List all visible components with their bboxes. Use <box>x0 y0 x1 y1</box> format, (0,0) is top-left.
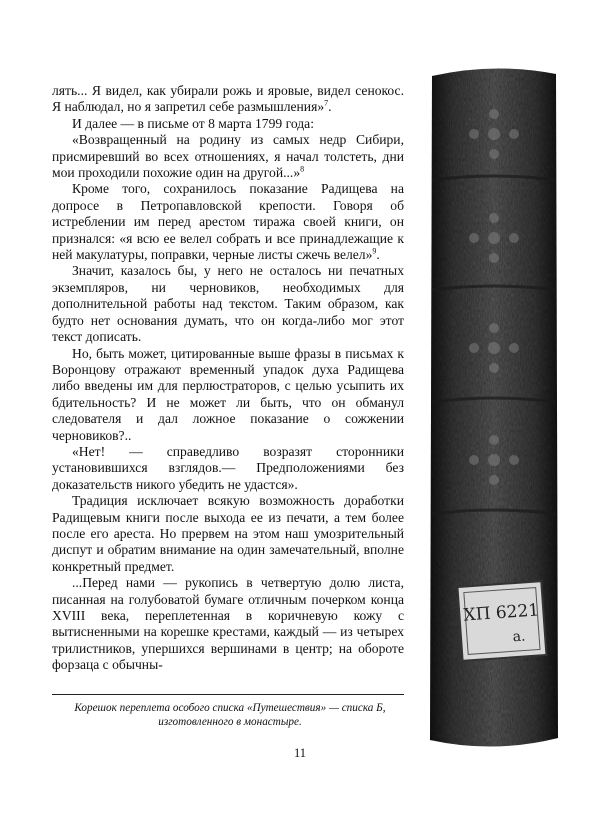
main-text <box>52 83 404 674</box>
paragraph-text: Но, быть может, цитированные выше фразы в письмах к Воронцову отражают временный упадок духа Радищева либо введены им для перлюстраторов, с целью усыпить их бдительность? И не может ли быть, что он обманул следователя и дал ложное показание о сожжении черновиков?.. <box>52 345 404 443</box>
paragraph <box>52 346 404 444</box>
paragraph <box>52 83 404 116</box>
paragraph <box>52 575 404 673</box>
paragraph <box>52 444 404 493</box>
shelf-label-code: ХП 6221 <box>462 600 540 626</box>
paragraph <box>52 116 404 132</box>
book-spine-photo <box>426 62 562 754</box>
footnote-ref: 9 <box>372 246 377 256</box>
paragraph <box>52 132 404 181</box>
paragraph-text: лять... Я видел, как убирали рожь и яровые, видел сенокос. Я наблюдал, но я запретил себе размышления» <box>52 83 404 115</box>
paragraph-text: «Возвращенный на родину из самых недр Сибири, присмиревший во всех отношениях, я начал толстеть, дни мои проходили похожие один на другой...» <box>52 132 404 181</box>
paragraph <box>52 181 404 263</box>
caption-divider <box>52 694 404 695</box>
paragraph <box>52 493 404 575</box>
paragraph-text: И далее — в письме от 8 марта 1799 года: <box>72 115 314 131</box>
paragraph-text: Кроме того, сохранилось показание Радищева на допросе в Петропавловской крепости. Говоря об истреблении им перед арестом тиража своей книги, он признался: «я всю ее велел собрать и все принадлежащие к ней макулатуры, поправки, черные листы сжечь велел» <box>52 181 404 263</box>
paragraph <box>52 263 404 345</box>
paragraph-text: Значит, казалось бы, у него не осталось ни печатных экземпляров, ни черновиков, необходимых для дополнительной работы над текстом. Таким образом, как будто нет основания думать, что он когда-либо мог этот текст дописать. <box>52 263 404 345</box>
footnote-ref: 8 <box>300 164 305 174</box>
paragraph-text: «Нет! — справедливо возразят сторонники установившихся взглядов.— Предположениями без доказательств никого убедить не удастся». <box>52 443 404 492</box>
footnote-ref: 7 <box>324 98 329 108</box>
paragraph-tail: . <box>376 247 380 263</box>
paragraph-text: ...Перед нами — рукопись в четвертую долю листа, писанная на голубоватой бумаге отличным почерком конца XVIII века, переплетенная в коричневую кожу с вытисненными на корешке крестами, каждый — из четырех трилистников, упершихся вершинами в центр; на обороте форзаца с обычны- <box>52 575 404 673</box>
figure-caption: Корешок переплета особого списка «Путешествия» — списка Б, изготовленного в монастыре. <box>74 702 386 728</box>
paragraph-text: Традиция исключает всякую возможность доработки Радищевым книги после выхода ее из печати, а тем более после его ареста. Но прервем на этом наш умозрительный диспут и обратим внимание на один замечательный, вполне конкретный предмет. <box>52 493 404 574</box>
shelf-label-suffix: a. <box>512 628 527 646</box>
shelf-label <box>457 581 546 661</box>
paragraph-tail: . <box>328 99 332 115</box>
page-number: 11 <box>293 746 307 760</box>
